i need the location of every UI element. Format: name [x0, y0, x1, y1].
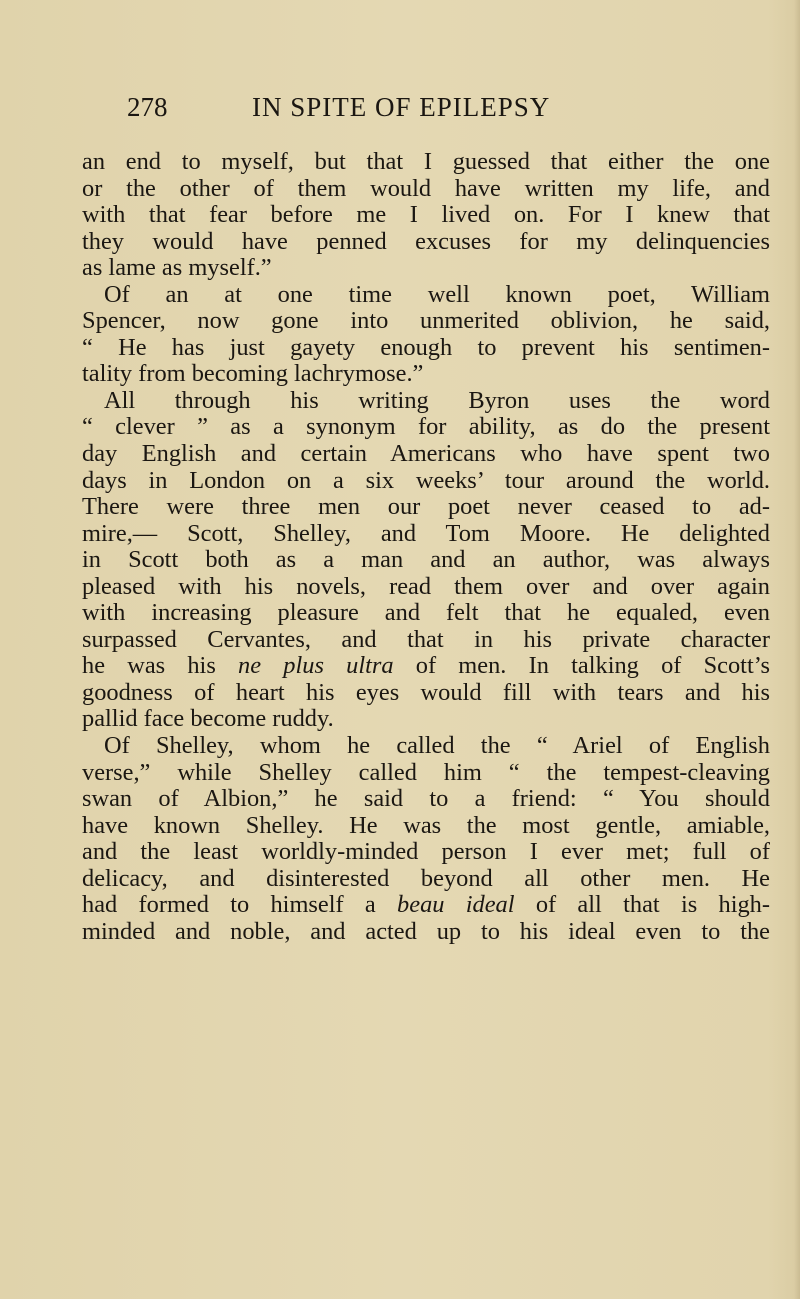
text-line: surpassed Cervantes, and that in his private character	[82, 625, 770, 653]
text-segment: of men. In talking of Scott’s	[393, 652, 771, 680]
text-segment: he was his	[82, 652, 239, 680]
italic-phrase: ne plus ultra	[238, 652, 394, 680]
text-line: pleased with his novels, read them over and over again	[82, 572, 770, 600]
text-line: tality from becoming lachrymose.”	[82, 360, 424, 388]
text-line: Spencer, now gone into unmerited oblivion, he said,	[82, 307, 770, 335]
running-head	[82, 90, 772, 124]
text-line: pallid face become ruddy.	[82, 705, 334, 733]
text-line: an end to myself, but that I guessed that either the one	[82, 148, 770, 175]
text-line: with increasing pleasure and felt that he equaled, even	[82, 599, 770, 627]
text-line	[82, 653, 770, 680]
text-line: with that fear before me I lived on. For I knew that	[82, 201, 770, 229]
text-segment: had formed to himself a	[82, 891, 398, 919]
page-number: 278	[127, 92, 168, 122]
text-line: mire,— Scott, Shelley, and Tom Moore. He delighted	[82, 519, 770, 547]
text-line: There were three men our poet never ceased to ad-	[82, 493, 770, 521]
text-line: days in London on a six weeks’ tour around the world.	[82, 466, 770, 494]
text-line: delicacy, and disinterested beyond all other men. He	[82, 864, 770, 892]
text-line: “ He has just gayety enough to prevent his sentimen-	[82, 333, 770, 361]
text-line: minded and noble, and acted up to his ideal even to the	[82, 917, 770, 945]
text-line: they would have penned excuses for my delinquencies	[82, 227, 770, 255]
text-line: verse,” while Shelley called him “ the tempest-cleaving	[82, 758, 770, 786]
text-line: and the least worldly-minded person I ever met; full of	[82, 838, 770, 866]
italic-phrase: beau ideal	[397, 891, 515, 919]
text-line: All through his writing Byron uses the word	[104, 386, 770, 414]
text-segment: of all that is high-	[514, 891, 770, 919]
text-line: goodness of heart his eyes would fill with tears and his	[82, 678, 770, 706]
page-edge-shadow	[794, 0, 800, 1299]
text-line: Of Shelley, whom he called the “ Ariel of English	[104, 732, 770, 760]
text-line: as lame as myself.”	[82, 254, 272, 282]
text-line: Of an at one time well known poet, William	[104, 280, 770, 308]
text-line: “ clever ” as a synonym for ability, as do the present	[82, 413, 770, 441]
body-text	[82, 149, 770, 945]
text-line: day English and certain Americans who have spent two	[82, 440, 770, 468]
text-line: have known Shelley. He was the most gentle, amiable,	[82, 811, 770, 839]
text-line: in Scott both as a man and an author, was always	[82, 546, 770, 574]
text-line	[82, 892, 770, 919]
running-title: IN SPITE OF EPILEPSY	[252, 92, 551, 122]
text-line: swan of Albion,” he said to a friend: “ You should	[82, 785, 770, 813]
text-line: or the other of them would have written my life, and	[82, 174, 770, 202]
